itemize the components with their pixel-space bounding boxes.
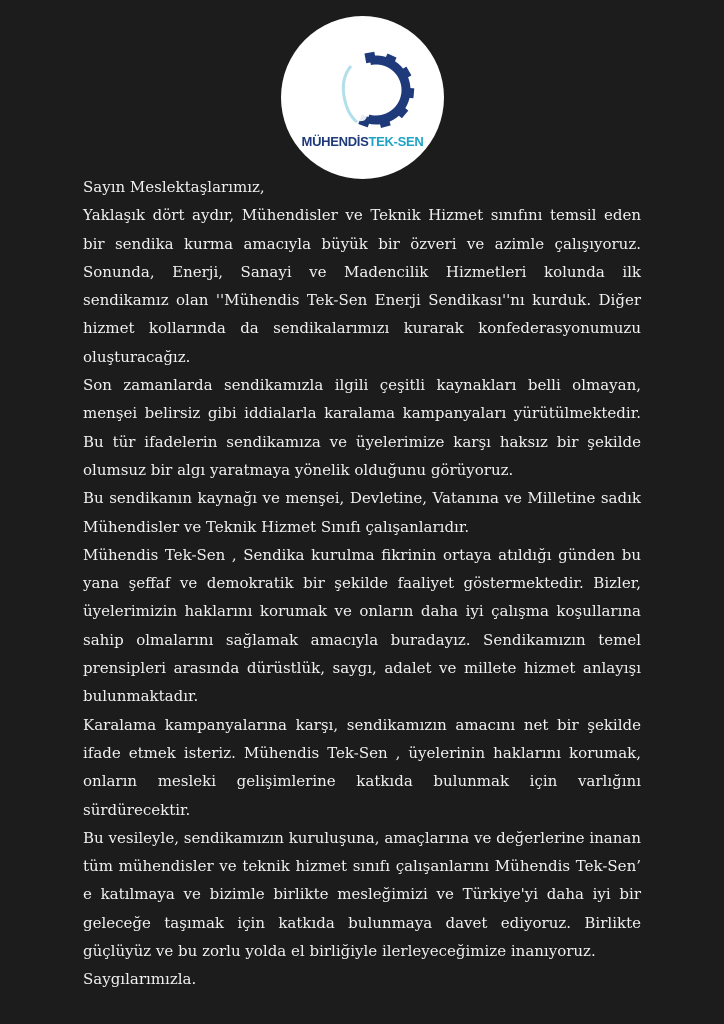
logo-name-part2: TEK-SEN [368, 134, 424, 149]
logo [281, 16, 444, 179]
paragraph: Yaklaşık dört aydır, Mühendisler ve Teknik Hizmet sınıfını temsil eden bir sendika kurma amacıyla büyük bir özveri ve azimle çalışıyoruz. Sonunda, Enerji, Sanayi ve Madencilik Hizmetleri kolunda ilk sendikamız olan ''Mühendis Tek-Sen Enerji Sendikası''nı kurduk. Diğer hizmet kollarında da sendikalarımızı kurarak konfederasyonumuzu oluşturacağız. [83, 206, 641, 366]
gear-head-icon [281, 16, 444, 179]
paragraph: Mühendis Tek-Sen , Sendika kurulma fikrinin ortaya atıldığı günden bu yana şeffaf ve demokratik bir şekilde faaliyet göstermektedir. Bizler, üyelerimizin haklarını korumak ve onların daha iyi çalışma koşullarına sahip olmalarını sağlamak amacıyla buradayız. Sendikamızın temel prensipleri arasında dürüstlük, saygı, adalet ve millete hizmet anlayışı bulunmaktadır. [83, 545, 641, 706]
closing: Saygılarımızla. [83, 970, 197, 989]
letter-body [83, 173, 641, 994]
paragraph: Bu sendikanın kaynağı ve menşei, Devletine, Vatanına ve Milletine sadık Mühendisler ve Teknik Hizmet Sınıfı çalışanlarıdır. [83, 489, 641, 536]
paragraph: Karalama kampanyalarına karşı, sendikamızın amacını net bir şekilde ifade etmek isteriz. Mühendis Tek-Sen , üyelerinin haklarını korumak, onların mesleki gelişimlerine katkıda bulunmak için varlığını sürdürecektir. [83, 715, 641, 819]
logo-text [281, 134, 444, 149]
paragraph: Son zamanlarda sendikamızla ilgili çeşitli kaynakları belli olmayan, menşei belirsiz gibi iddialarla karalama kampanyaları yürütülmektedir. Bu tür ifadelerin sendikamıza ve üyelerimize karşı haksız bir şekilde olumsuz bir algı yaratmaya yönelik olduğunu görüyoruz. [83, 376, 641, 479]
logo-name-part1: MÜHENDİS [301, 134, 369, 149]
salutation: Sayın Meslektaşlarımız, [83, 178, 265, 196]
paragraph: Bu vesileyle, sendikamızın kuruluşuna, amaçlarına ve değerlerine inanan tüm mühendisler ve teknik hizmet sınıfı çalışanlarını Mühendis Tek-Sen’ e katılmaya ve bizimle birlikte mesleğimizi ve Türkiye'yi daha iyi bir geleceğe taşımak için katkıda bulunmaya davet ediyoruz. Birlikte güçlüyüz ve bu zorlu yolda el birliğiyle ilerleyeceğimize inanıyoruz. [83, 828, 641, 961]
